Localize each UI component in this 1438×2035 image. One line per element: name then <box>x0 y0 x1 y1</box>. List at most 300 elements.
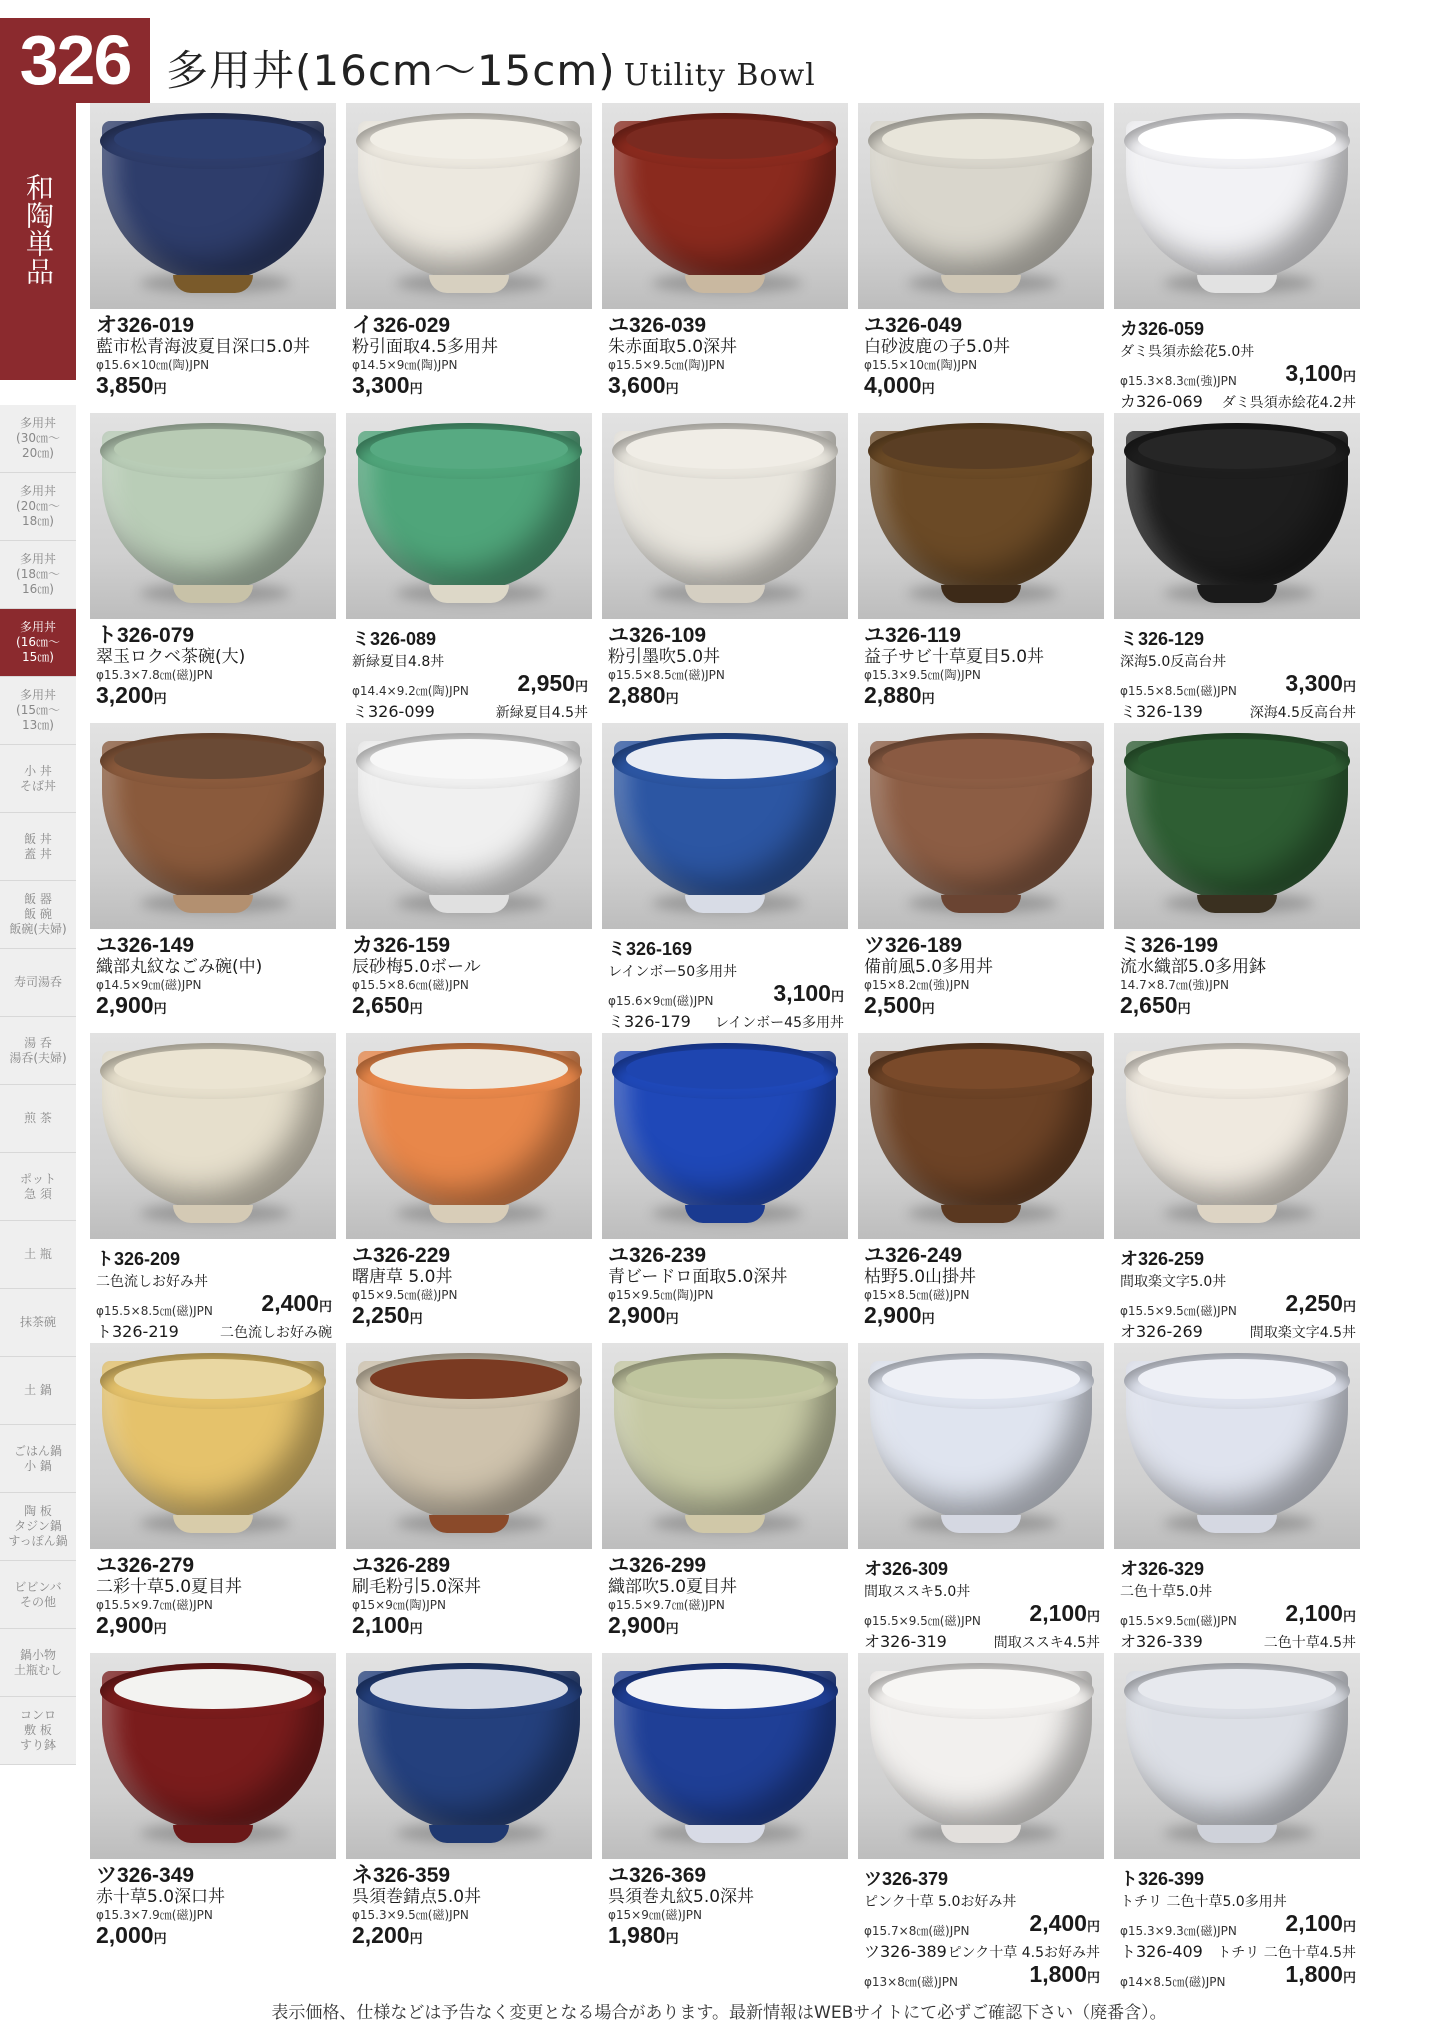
product-code: ツ326-189 <box>864 934 963 957</box>
bowl-interior <box>114 429 312 469</box>
bowl-rim <box>1124 1353 1350 1409</box>
bowl-interior <box>114 119 312 159</box>
product-code: ユ326-369 <box>608 1864 707 1887</box>
footer-note: 表示価格、仕様などは予告なく変更となる場合があります。最新情報はWEBサイトにて必ずご確認下さい（廃番含）。 <box>271 2003 1167 2023</box>
product-price: 2,400 <box>261 1290 319 1316</box>
side-nav-item[interactable]: 多用丼 (20㎝～ 18㎝) <box>0 473 76 541</box>
product-info <box>352 935 592 1021</box>
product-card[interactable] <box>1114 413 1360 723</box>
page-number: 326 <box>0 18 150 103</box>
bowl-interior <box>1138 1669 1336 1709</box>
bowl-foot <box>173 1515 253 1533</box>
side-nav-item[interactable]: 湯 呑 湯呑(夫婦) <box>0 1017 76 1085</box>
bowl-interior <box>370 1049 568 1089</box>
bowl-foot <box>1197 585 1277 603</box>
product-spec: φ15.3×7.9㎝(磁)JPN <box>96 1908 213 1922</box>
product-info <box>1120 1865 1360 1990</box>
product-info <box>352 1865 592 1951</box>
bowl-rim <box>356 733 582 789</box>
bowl-interior <box>626 1359 824 1399</box>
yen-unit: 円 <box>665 1621 679 1636</box>
product-info <box>608 1245 848 1331</box>
bowl-rim <box>100 1663 326 1719</box>
yen-unit: 円 <box>921 1001 935 1016</box>
product-price: 3,850 <box>96 372 154 398</box>
product-code-2: カ326-069 <box>1120 392 1203 411</box>
product-name: 呉須巻錆点5.0丼 <box>352 1887 482 1907</box>
side-nav-item[interactable]: 多用丼 (15㎝～ 13㎝) <box>0 677 76 745</box>
product-photo <box>602 1033 848 1239</box>
product-code: ミ326-089 <box>352 629 437 649</box>
product-card[interactable] <box>858 103 1104 413</box>
product-card[interactable] <box>1114 1343 1360 1653</box>
product-card[interactable] <box>1114 103 1360 413</box>
product-price-2: 1,800 <box>1285 1961 1343 1987</box>
product-card[interactable] <box>346 1343 592 1653</box>
product-photo <box>346 1653 592 1859</box>
product-price: 2,650 <box>1120 992 1178 1018</box>
product-price: 2,900 <box>608 1302 666 1328</box>
bowl-foot <box>429 585 509 603</box>
product-photo <box>90 723 336 929</box>
product-code: オ326-019 <box>96 314 195 337</box>
bowl-interior <box>882 1359 1080 1399</box>
bowl-foot <box>685 1515 765 1533</box>
product-spec: φ15×8.5㎝(磁)JPN <box>864 1288 970 1302</box>
product-code: ミ326-199 <box>1120 934 1219 957</box>
product-name: 二彩十草5.0夏目丼 <box>96 1577 243 1597</box>
bowl-rim <box>868 423 1094 479</box>
product-price: 1,980 <box>608 1922 666 1948</box>
bowl-interior <box>370 1669 568 1709</box>
product-price: 2,900 <box>96 1612 154 1638</box>
bowl-foot <box>429 895 509 913</box>
product-name-2: ピンク十草 4.5お好み丼 <box>947 1945 1100 1961</box>
side-nav-item[interactable]: 多用丼 (16㎝～ 15㎝) <box>0 609 76 677</box>
product-name: 備前風5.0多用丼 <box>864 957 994 977</box>
product-card[interactable] <box>1114 1033 1360 1343</box>
product-name: 刷毛粉引5.0深丼 <box>352 1577 482 1597</box>
product-code: ユ326-299 <box>608 1554 707 1577</box>
product-code: ミ326-169 <box>608 939 693 959</box>
bowl-interior <box>370 429 568 469</box>
product-name: 二色十草5.0丼 <box>1120 1584 1213 1600</box>
product-price: 3,300 <box>352 372 410 398</box>
yen-unit: 円 <box>665 691 679 706</box>
product-name: 呉須巻丸紋5.0深丼 <box>608 1887 755 1907</box>
product-code: オ326-329 <box>1120 1559 1205 1579</box>
bowl-interior <box>626 119 824 159</box>
side-nav-item[interactable]: ポット 急 須 <box>0 1153 76 1221</box>
bowl-rim <box>1124 1043 1350 1099</box>
bowl-rim <box>100 113 326 169</box>
bowl-rim <box>868 1353 1094 1409</box>
product-price: 2,880 <box>864 682 922 708</box>
page-title-en: Utility Bowl <box>623 58 816 93</box>
product-code: ト326-079 <box>96 624 195 647</box>
product-name: 枯野5.0山掛丼 <box>864 1267 977 1287</box>
bowl-foot <box>685 895 765 913</box>
product-code: オ326-309 <box>864 1559 949 1579</box>
product-photo <box>90 1033 336 1239</box>
product-name-2: ダミ呉須赤絵花4.2丼 <box>1221 395 1356 411</box>
yen-unit: 円 <box>830 989 844 1004</box>
product-name-2: 二色流しお好み碗 <box>220 1325 332 1341</box>
product-code-2: ミ326-179 <box>608 1012 691 1031</box>
product-price: 3,100 <box>1285 360 1343 386</box>
side-nav-item[interactable]: 飯 丼 蓋 丼 <box>0 813 76 881</box>
bowl-foot <box>941 895 1021 913</box>
product-card[interactable] <box>858 1343 1104 1653</box>
bowl-rim <box>1124 113 1350 169</box>
product-card[interactable] <box>90 1033 336 1343</box>
side-nav-item[interactable]: 飯 器 飯 碗 飯碗(夫婦) <box>0 881 76 949</box>
product-name: 藍市松青海波夏目深口5.0丼 <box>96 337 311 357</box>
product-name: 深海5.0反高台丼 <box>1120 654 1227 670</box>
product-photo <box>90 1653 336 1859</box>
product-name: 織部丸紋なごみ碗(中) <box>96 957 263 977</box>
product-card[interactable] <box>346 723 592 1033</box>
product-code-2: オ326-339 <box>1120 1632 1203 1651</box>
bowl-rim <box>868 733 1094 789</box>
product-name-2: レインボー45多用丼 <box>714 1015 844 1031</box>
product-spec: φ15×8.2㎝(強)JPN <box>864 978 970 992</box>
yen-unit: 円 <box>665 1931 679 1946</box>
bowl-interior <box>370 739 568 779</box>
yen-unit: 円 <box>921 691 935 706</box>
product-name-2: 深海4.5反高台丼 <box>1249 705 1356 721</box>
product-code-2: ト326-219 <box>96 1322 179 1341</box>
bowl-rim <box>356 113 582 169</box>
product-spec: φ15.5×9.7㎝(磁)JPN <box>608 1598 725 1612</box>
product-spec: φ15.5×8.5㎝(磁)JPN <box>96 1304 213 1318</box>
side-nav-item[interactable]: 寿司湯呑 <box>0 949 76 1017</box>
product-name: 粉引面取4.5多用丼 <box>352 337 499 357</box>
product-code: ミ326-129 <box>1120 629 1205 649</box>
page-title <box>166 38 816 98</box>
product-code-2: オ326-269 <box>1120 1322 1203 1341</box>
bowl-rim <box>868 113 1094 169</box>
product-price: 3,300 <box>1285 670 1343 696</box>
product-price: 2,250 <box>352 1302 410 1328</box>
bowl-rim <box>612 113 838 169</box>
product-name: 二色流しお好み丼 <box>96 1274 208 1290</box>
product-code: ユ326-109 <box>608 624 707 647</box>
product-spec: φ15×9.5㎝(磁)JPN <box>352 1288 458 1302</box>
product-photo <box>90 1343 336 1549</box>
yen-unit: 円 <box>153 1931 167 1946</box>
product-card[interactable] <box>602 1033 848 1343</box>
side-nav-item[interactable]: 抹茶碗 <box>0 1289 76 1357</box>
yen-unit: 円 <box>1086 1609 1100 1624</box>
product-name-2: トチリ 二色十草4.5丼 <box>1217 1945 1356 1961</box>
product-spec: φ14.4×9.2㎝(陶)JPN <box>352 684 469 698</box>
product-photo <box>346 1343 592 1549</box>
side-nav-item[interactable]: ビビンバ その他 <box>0 1561 76 1629</box>
product-spec: φ15.5×10㎝(陶)JPN <box>864 358 978 372</box>
product-spec: 14.7×8.7㎝(強)JPN <box>1120 978 1229 992</box>
yen-unit: 円 <box>665 381 679 396</box>
product-code: ツ326-379 <box>864 1869 949 1889</box>
product-name: 流水織部5.0多用鉢 <box>1120 957 1267 977</box>
product-spec: φ15.6×9㎝(磁)JPN <box>608 994 714 1008</box>
product-spec: φ15×9㎝(陶)JPN <box>352 1598 446 1612</box>
bowl-interior <box>1138 429 1336 469</box>
product-price: 2,100 <box>352 1612 410 1638</box>
product-card[interactable] <box>602 723 848 1033</box>
product-price-2: 1,800 <box>1029 1961 1087 1987</box>
product-card[interactable] <box>1114 723 1360 1033</box>
bowl-interior <box>114 739 312 779</box>
product-spec: φ15.5×8.6㎝(磁)JPN <box>352 978 469 992</box>
bowl-foot <box>685 1825 765 1843</box>
product-photo <box>346 723 592 929</box>
yen-unit: 円 <box>1342 369 1356 384</box>
bowl-rim <box>868 1663 1094 1719</box>
bowl-rim <box>1124 423 1350 479</box>
product-price: 2,900 <box>608 1612 666 1638</box>
side-nav-item[interactable]: 多用丼 (30㎝～ 20㎝) <box>0 405 76 473</box>
product-code: ユ326-249 <box>864 1244 963 1267</box>
bowl-rim <box>100 733 326 789</box>
bowl-foot <box>173 1205 253 1223</box>
product-price: 3,600 <box>608 372 666 398</box>
product-info <box>96 1865 336 1951</box>
product-price: 2,950 <box>517 670 575 696</box>
product-spec: φ14.5×9㎝(磁)JPN <box>96 978 202 992</box>
product-card[interactable] <box>346 413 592 723</box>
product-price: 2,250 <box>1285 1290 1343 1316</box>
product-photo <box>90 413 336 619</box>
product-name: 辰砂梅5.0ボール <box>352 957 481 977</box>
bowl-rim <box>100 423 326 479</box>
yen-unit: 円 <box>1342 1919 1356 1934</box>
product-code: カ326-159 <box>352 934 451 957</box>
product-code-2: オ326-319 <box>864 1632 947 1651</box>
product-card[interactable] <box>346 1653 592 1963</box>
product-info <box>864 1865 1104 1990</box>
bowl-interior <box>882 1049 1080 1089</box>
product-card[interactable] <box>346 103 592 413</box>
product-card[interactable] <box>602 103 848 413</box>
product-name: 益子サビ十草夏目5.0丼 <box>864 647 1045 667</box>
product-card[interactable] <box>1114 1653 1360 1989</box>
product-info <box>352 1245 592 1331</box>
bowl-rim <box>612 1353 838 1409</box>
product-price: 2,900 <box>96 992 154 1018</box>
product-info <box>608 1865 848 1951</box>
product-name: ダミ呉須赤絵花5.0丼 <box>1120 344 1255 360</box>
product-photo <box>602 103 848 309</box>
product-name: 間取楽文字5.0丼 <box>1120 1274 1227 1290</box>
product-card[interactable] <box>858 413 1104 723</box>
product-photo <box>858 1653 1104 1859</box>
product-photo <box>858 413 1104 619</box>
yen-unit: 円 <box>409 1001 423 1016</box>
product-code: ユ326-229 <box>352 1244 451 1267</box>
bowl-foot <box>173 895 253 913</box>
product-spec: φ15.3×8.3㎝(強)JPN <box>1120 374 1237 388</box>
bowl-rim <box>356 1043 582 1099</box>
side-nav-item[interactable]: 土 瓶 <box>0 1221 76 1289</box>
bowl-interior <box>882 429 1080 469</box>
bowl-interior <box>626 429 824 469</box>
product-name: 織部吹5.0夏目丼 <box>608 1577 738 1597</box>
product-photo <box>858 1033 1104 1239</box>
bowl-foot <box>685 585 765 603</box>
side-nav-item[interactable]: 陶 板 タジン鍋 すっぽん鍋 <box>0 1493 76 1561</box>
product-price: 2,500 <box>864 992 922 1018</box>
product-photo <box>1114 413 1360 619</box>
yen-unit: 円 <box>409 1621 423 1636</box>
product-info <box>608 625 848 711</box>
bowl-interior <box>1138 1359 1336 1399</box>
product-code: ユ326-119 <box>864 624 961 647</box>
product-spec: φ15.6×10㎝(陶)JPN <box>96 358 210 372</box>
product-photo <box>1114 1343 1360 1549</box>
product-spec: φ15.3×9.5㎝(陶)JPN <box>864 668 981 682</box>
category-tab[interactable]: 和陶単品 <box>0 103 76 380</box>
product-spec: φ14.5×9㎝(陶)JPN <box>352 358 458 372</box>
product-card[interactable] <box>90 1653 336 1963</box>
product-name: 翠玉ロクベ茶碗(大) <box>96 647 246 667</box>
product-info <box>96 625 336 711</box>
yen-unit: 円 <box>574 679 588 694</box>
product-card[interactable] <box>602 1343 848 1653</box>
page-title-jp: 多用丼(16cm～15cm) <box>166 46 616 95</box>
yen-unit: 円 <box>1342 1299 1356 1314</box>
bowl-rim <box>612 1043 838 1099</box>
product-photo <box>1114 103 1360 309</box>
side-nav <box>0 405 76 1765</box>
product-info <box>864 935 1104 1021</box>
product-card[interactable] <box>602 413 848 723</box>
yen-unit: 円 <box>1177 1001 1191 1016</box>
product-info <box>864 315 1104 401</box>
product-spec: φ15.5×9.7㎝(磁)JPN <box>96 1598 213 1612</box>
product-photo <box>1114 1653 1360 1859</box>
product-price: 2,400 <box>1029 1910 1087 1936</box>
product-code-2: ツ326-389 <box>864 1942 947 1961</box>
product-price: 2,200 <box>352 1922 410 1948</box>
yen-unit: 円 <box>1086 1919 1100 1934</box>
bowl-interior <box>626 1049 824 1089</box>
product-spec: φ15.5×9.5㎝(磁)JPN <box>1120 1304 1237 1318</box>
product-spec: φ15.5×8.5㎝(磁)JPN <box>608 668 725 682</box>
product-price: 2,650 <box>352 992 410 1018</box>
product-name: 白砂波鹿の子5.0丼 <box>864 337 1011 357</box>
bowl-interior <box>1138 119 1336 159</box>
bowl-interior <box>882 739 1080 779</box>
product-card[interactable] <box>90 1343 336 1653</box>
product-card[interactable] <box>90 413 336 723</box>
bowl-foot <box>941 585 1021 603</box>
bowl-foot <box>429 275 509 293</box>
bowl-interior <box>882 1669 1080 1709</box>
product-name: トチリ 二色十草5.0多用丼 <box>1120 1894 1287 1910</box>
product-price: 4,000 <box>864 372 922 398</box>
yen-unit: 円 <box>1086 1970 1100 1985</box>
side-nav-item[interactable]: 鍋小物 土瓶むし <box>0 1629 76 1697</box>
product-spec: φ15.5×9.5㎝(陶)JPN <box>608 358 725 372</box>
product-photo <box>1114 1033 1360 1239</box>
product-info <box>352 315 592 401</box>
bowl-interior <box>370 119 568 159</box>
side-nav-item[interactable]: 小 丼 そば丼 <box>0 745 76 813</box>
product-code-2: ト326-409 <box>1120 1942 1203 1961</box>
product-card[interactable] <box>858 1033 1104 1343</box>
bowl-rim <box>356 1663 582 1719</box>
product-spec-2: φ14×8.5㎝(磁)JPN <box>1120 1975 1226 1989</box>
product-name: 新緑夏目4.8丼 <box>352 654 445 670</box>
product-info <box>96 1555 336 1641</box>
yen-unit: 円 <box>153 1001 167 1016</box>
yen-unit: 円 <box>409 1931 423 1946</box>
bowl-interior <box>626 739 824 779</box>
product-price: 2,100 <box>1285 1910 1343 1936</box>
product-card[interactable] <box>858 1653 1104 1989</box>
side-nav-item[interactable]: コンロ 敷 板 すり鉢 <box>0 1697 76 1765</box>
product-photo <box>346 103 592 309</box>
yen-unit: 円 <box>1342 679 1356 694</box>
product-info <box>864 1245 1104 1331</box>
side-nav-item[interactable]: 土 鍋 <box>0 1357 76 1425</box>
product-spec-2: φ13×8㎝(磁)JPN <box>864 1975 958 1989</box>
yen-unit: 円 <box>921 381 935 396</box>
product-photo <box>602 413 848 619</box>
bowl-interior <box>882 119 1080 159</box>
product-code: カ326-059 <box>1120 319 1205 339</box>
bowl-interior <box>114 1359 312 1399</box>
product-card[interactable] <box>602 1653 848 1963</box>
bowl-rim <box>1124 1663 1350 1719</box>
product-photo <box>602 1343 848 1549</box>
yen-unit: 円 <box>409 381 423 396</box>
product-info <box>608 1555 848 1641</box>
side-nav-item[interactable]: ごはん鍋 小 鍋 <box>0 1425 76 1493</box>
bowl-foot <box>685 275 765 293</box>
product-code: ト326-209 <box>96 1249 181 1269</box>
product-name: 粉引墨吹5.0丼 <box>608 647 721 667</box>
product-spec: φ15×9㎝(磁)JPN <box>608 1908 702 1922</box>
bowl-foot <box>1197 1205 1277 1223</box>
yen-unit: 円 <box>665 1311 679 1326</box>
product-price: 3,100 <box>773 980 831 1006</box>
bowl-rim <box>356 423 582 479</box>
bowl-interior <box>114 1049 312 1089</box>
product-card[interactable] <box>90 103 336 413</box>
side-nav-item[interactable]: 煎 茶 <box>0 1085 76 1153</box>
product-spec: φ15.5×9.5㎝(磁)JPN <box>1120 1614 1237 1628</box>
bowl-rim <box>356 1353 582 1409</box>
product-card[interactable] <box>346 1033 592 1343</box>
product-info <box>608 315 848 401</box>
product-photo <box>346 1033 592 1239</box>
product-code: ネ326-359 <box>352 1864 451 1887</box>
product-photo <box>346 413 592 619</box>
product-name: 赤十草5.0深口丼 <box>96 1887 226 1907</box>
bowl-foot <box>1197 275 1277 293</box>
product-spec: φ15.3×9.3㎝(磁)JPN <box>1120 1924 1237 1938</box>
side-nav-item[interactable]: 多用丼 (18㎝～ 16㎝) <box>0 541 76 609</box>
product-info <box>352 1555 592 1641</box>
product-name-2: 間取楽文字4.5丼 <box>1249 1325 1356 1341</box>
product-card[interactable] <box>858 723 1104 1033</box>
yen-unit: 円 <box>153 381 167 396</box>
product-card[interactable] <box>90 723 336 1033</box>
product-code: ユ326-289 <box>352 1554 451 1577</box>
product-name: 間取ススキ5.0丼 <box>864 1584 971 1600</box>
